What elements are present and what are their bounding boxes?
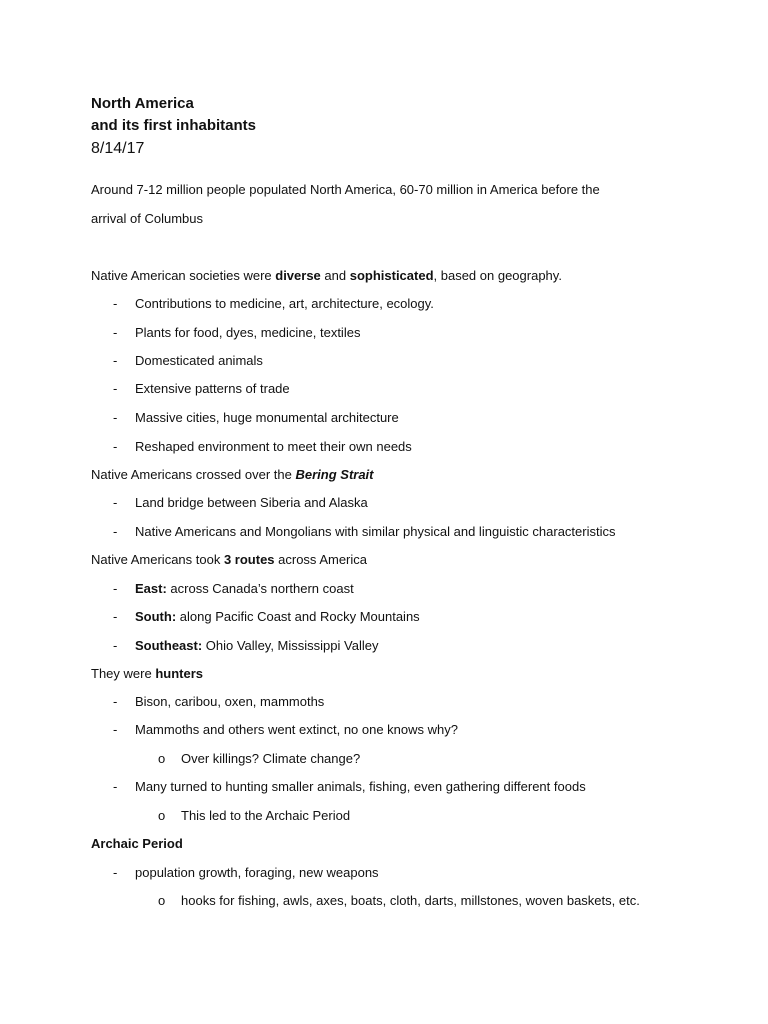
list-item-text: Reshaped environment to meet their own needs [135, 439, 412, 454]
routes-text-a: Native Americans took [91, 552, 224, 567]
list-item-text: Domesticated animals [135, 353, 263, 368]
dash-bullet: - [113, 495, 118, 510]
list-item-text [135, 581, 354, 597]
dash-bullet: - [113, 524, 118, 539]
circle-bullet: o [158, 893, 166, 908]
societies-sophisticated: sophisticated [349, 268, 434, 283]
societies-paragraph [91, 268, 562, 284]
hunters-word: hunters [155, 666, 203, 681]
sub-list-item-text: hooks for fishing, awls, axes, boats, cloth, darts, millstones, woven baskets, etc. [181, 893, 640, 908]
dash-bullet: - [113, 609, 118, 624]
dash-bullet: - [113, 779, 118, 794]
dash-bullet: - [113, 325, 118, 340]
bering-strait: Bering Strait [295, 467, 374, 482]
route-text: Ohio Valley, Mississippi Valley [202, 638, 379, 653]
bering-paragraph [91, 467, 374, 483]
societies-text-c: and [320, 268, 350, 283]
routes-count: 3 routes [223, 552, 275, 567]
route-label: Southeast: [135, 638, 203, 653]
societies-text-e: , based on geography. [433, 268, 562, 283]
list-item-text: Many turned to hunting smaller animals, fishing, even gathering different foods [135, 779, 586, 794]
route-label: East: [135, 581, 167, 596]
societies-diverse: diverse [275, 268, 321, 283]
list-item-text: Native Americans and Mongolians with similar physical and linguistic characteristics [135, 524, 616, 539]
dash-bullet: - [113, 381, 118, 396]
routes-text-c: across America [274, 552, 368, 567]
societies-text-a: Native American societies were [91, 268, 276, 283]
intro-line-1: Around 7-12 million people populated North America, 60-70 million in America before the [91, 182, 600, 197]
doc-date: 8/14/17 [91, 140, 145, 157]
routes-paragraph [91, 552, 367, 568]
list-item-text [135, 609, 420, 625]
list-item-text: Extensive patterns of trade [135, 381, 290, 396]
dash-bullet: - [113, 296, 118, 311]
list-item-text [135, 638, 378, 654]
list-item-text: Contributions to medicine, art, architecture, ecology. [135, 296, 434, 311]
dash-bullet: - [113, 865, 118, 880]
dash-bullet: - [113, 722, 118, 737]
hunters-text-a: They were [91, 666, 156, 681]
circle-bullet: o [158, 808, 166, 823]
list-item-text: Land bridge between Siberia and Alaska [135, 495, 368, 510]
route-label: South: [135, 609, 177, 624]
dash-bullet: - [113, 353, 118, 368]
bering-text-a: Native Americans crossed over the [91, 467, 296, 482]
list-item-text: Plants for food, dyes, medicine, textiles [135, 325, 361, 340]
doc-title-line-2: and its first inhabitants [91, 117, 257, 134]
dash-bullet: - [113, 410, 118, 425]
dash-bullet: - [113, 638, 118, 653]
list-item-text: Bison, caribou, oxen, mammoths [135, 694, 325, 709]
list-item-text: population growth, foraging, new weapons [135, 865, 379, 880]
list-item-text: Mammoths and others went extinct, no one knows why? [135, 722, 458, 737]
dash-bullet: - [113, 581, 118, 596]
hunters-paragraph [91, 666, 203, 682]
sub-list-item-text: This led to the Archaic Period [181, 808, 351, 823]
doc-title-line-1: North America [91, 95, 194, 112]
intro-line-2: arrival of Columbus [91, 211, 203, 226]
route-text: along Pacific Coast and Rocky Mountains [176, 609, 420, 624]
circle-bullet: o [158, 751, 166, 766]
dash-bullet: - [113, 439, 118, 454]
dash-bullet: - [113, 694, 118, 709]
archaic-heading: Archaic Period [91, 836, 183, 851]
route-text: across Canada’s northern coast [166, 581, 354, 596]
list-item-text: Massive cities, huge monumental architecture [135, 410, 399, 425]
sub-list-item-text: Over killings? Climate change? [181, 751, 361, 766]
